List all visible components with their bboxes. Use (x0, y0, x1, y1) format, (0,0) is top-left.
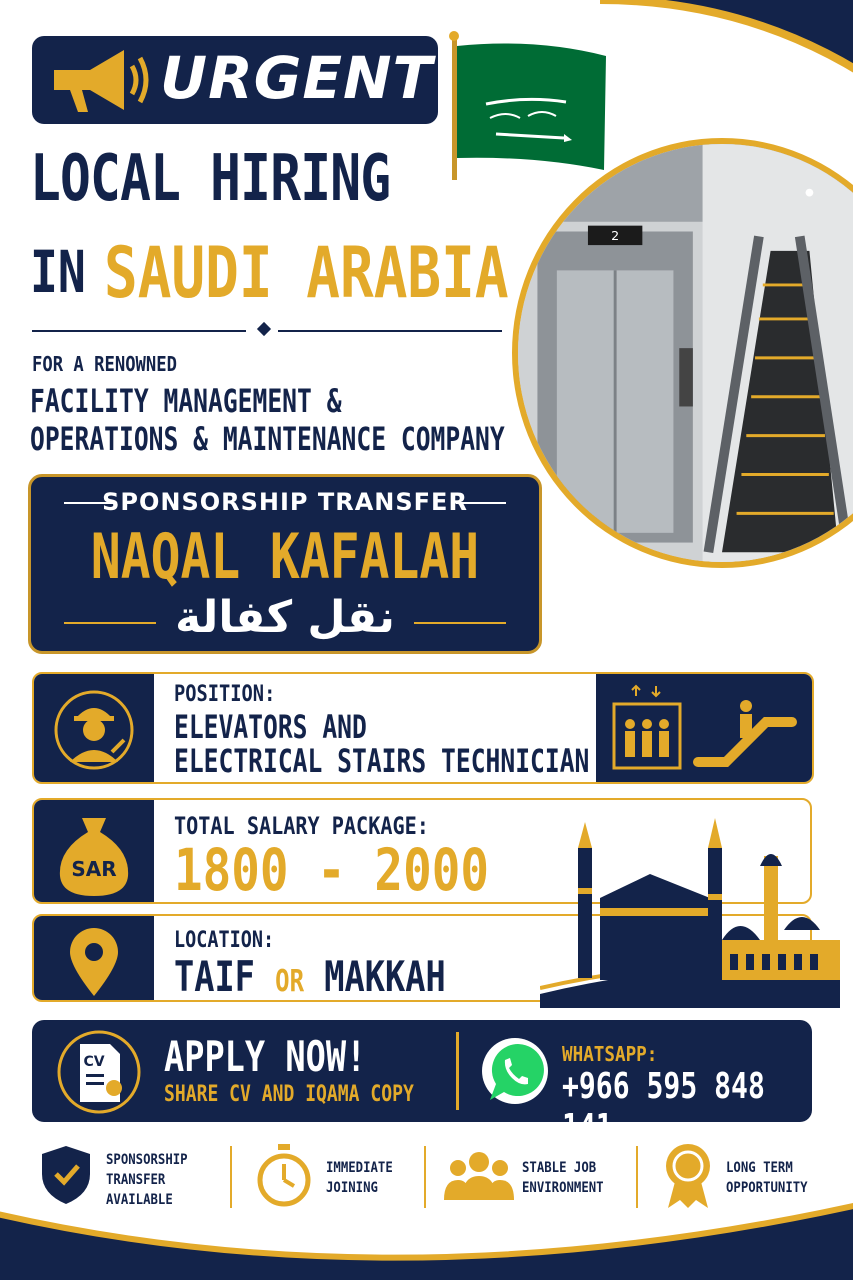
kaaba-mosque-illustration (540, 808, 840, 1008)
location-value (174, 952, 446, 1001)
intro-line2: FACILITY MANAGEMENT & (30, 382, 342, 420)
divider (456, 1032, 459, 1110)
urgent-label: URGENT (160, 44, 434, 112)
feature-text: IMMEDIATE (326, 1160, 393, 1176)
apply-instructions: SHARE CV AND IQAMA COPY (164, 1082, 414, 1107)
escalator-icon (698, 700, 792, 762)
map-pin-icon (34, 916, 154, 1002)
sponsorship-name: NAQAL KAFALAH (90, 520, 480, 593)
feature-text: OPPORTUNITY (726, 1180, 808, 1196)
salary-label: TOTAL SALARY PACKAGE: (174, 812, 429, 840)
elevator-icon (614, 686, 680, 768)
headline-line1: LOCAL HIRING (30, 142, 391, 216)
feature-text: TRANSFER (106, 1172, 166, 1188)
divider (278, 330, 502, 332)
apply-now-title: APPLY NOW! (164, 1032, 367, 1081)
svg-text:CV: CV (83, 1054, 105, 1070)
whatsapp-icon (478, 1034, 552, 1108)
whatsapp-number[interactable]: +966 595 848 141 (562, 1066, 765, 1148)
cv-document-icon (54, 1028, 144, 1116)
location-city-2: MAKKAH (324, 952, 446, 1001)
whatsapp-label: WHATSAPP: (562, 1042, 658, 1066)
elevator-escalator-icons (596, 674, 812, 782)
feature-text: JOINING (326, 1180, 378, 1196)
sponsorship-title: SPONSORSHIP TRANSFER (102, 488, 468, 516)
decorative-bottom-swoosh (0, 1180, 853, 1280)
position-title-line1: ELEVATORS AND (174, 708, 367, 746)
icon-cell (34, 916, 154, 1000)
money-bag-icon (34, 800, 154, 904)
position-label: POSITION: (174, 682, 276, 707)
headline-country: SAUDI ARABIA (104, 232, 509, 314)
saudi-flag-icon (446, 30, 616, 180)
location-or: OR (275, 964, 305, 999)
intro-line3: OPERATIONS & MAINTENANCE COMPANY (30, 420, 505, 458)
divider-diamond (257, 322, 271, 336)
feature-text: SPONSORSHIP (106, 1152, 188, 1168)
svg-text:SAR: SAR (71, 857, 117, 881)
feature-text: STABLE JOB (522, 1160, 597, 1176)
feature-text: ENVIRONMENT (522, 1180, 604, 1196)
icon-cell (34, 800, 154, 902)
worker-icon (34, 674, 154, 784)
headline-prefix: IN (30, 238, 86, 306)
location-city-1: TAIF (174, 952, 255, 1001)
divider (32, 330, 246, 332)
position-title-line2: ELECTRICAL STAIRS TECHNICIAN (174, 742, 590, 780)
location-label: LOCATION: (174, 928, 275, 953)
feature-text: LONG TERM (726, 1160, 793, 1176)
intro-line1: FOR A RENOWNED (32, 352, 177, 376)
svg-text:2: 2 (611, 228, 620, 244)
icon-cell (34, 674, 154, 782)
sponsorship-arabic: نقل كفالة (175, 592, 395, 643)
feature-text: AVAILABLE (106, 1192, 173, 1208)
salary-value: 1800 - 2000 (174, 836, 489, 904)
megaphone-icon (44, 40, 154, 120)
